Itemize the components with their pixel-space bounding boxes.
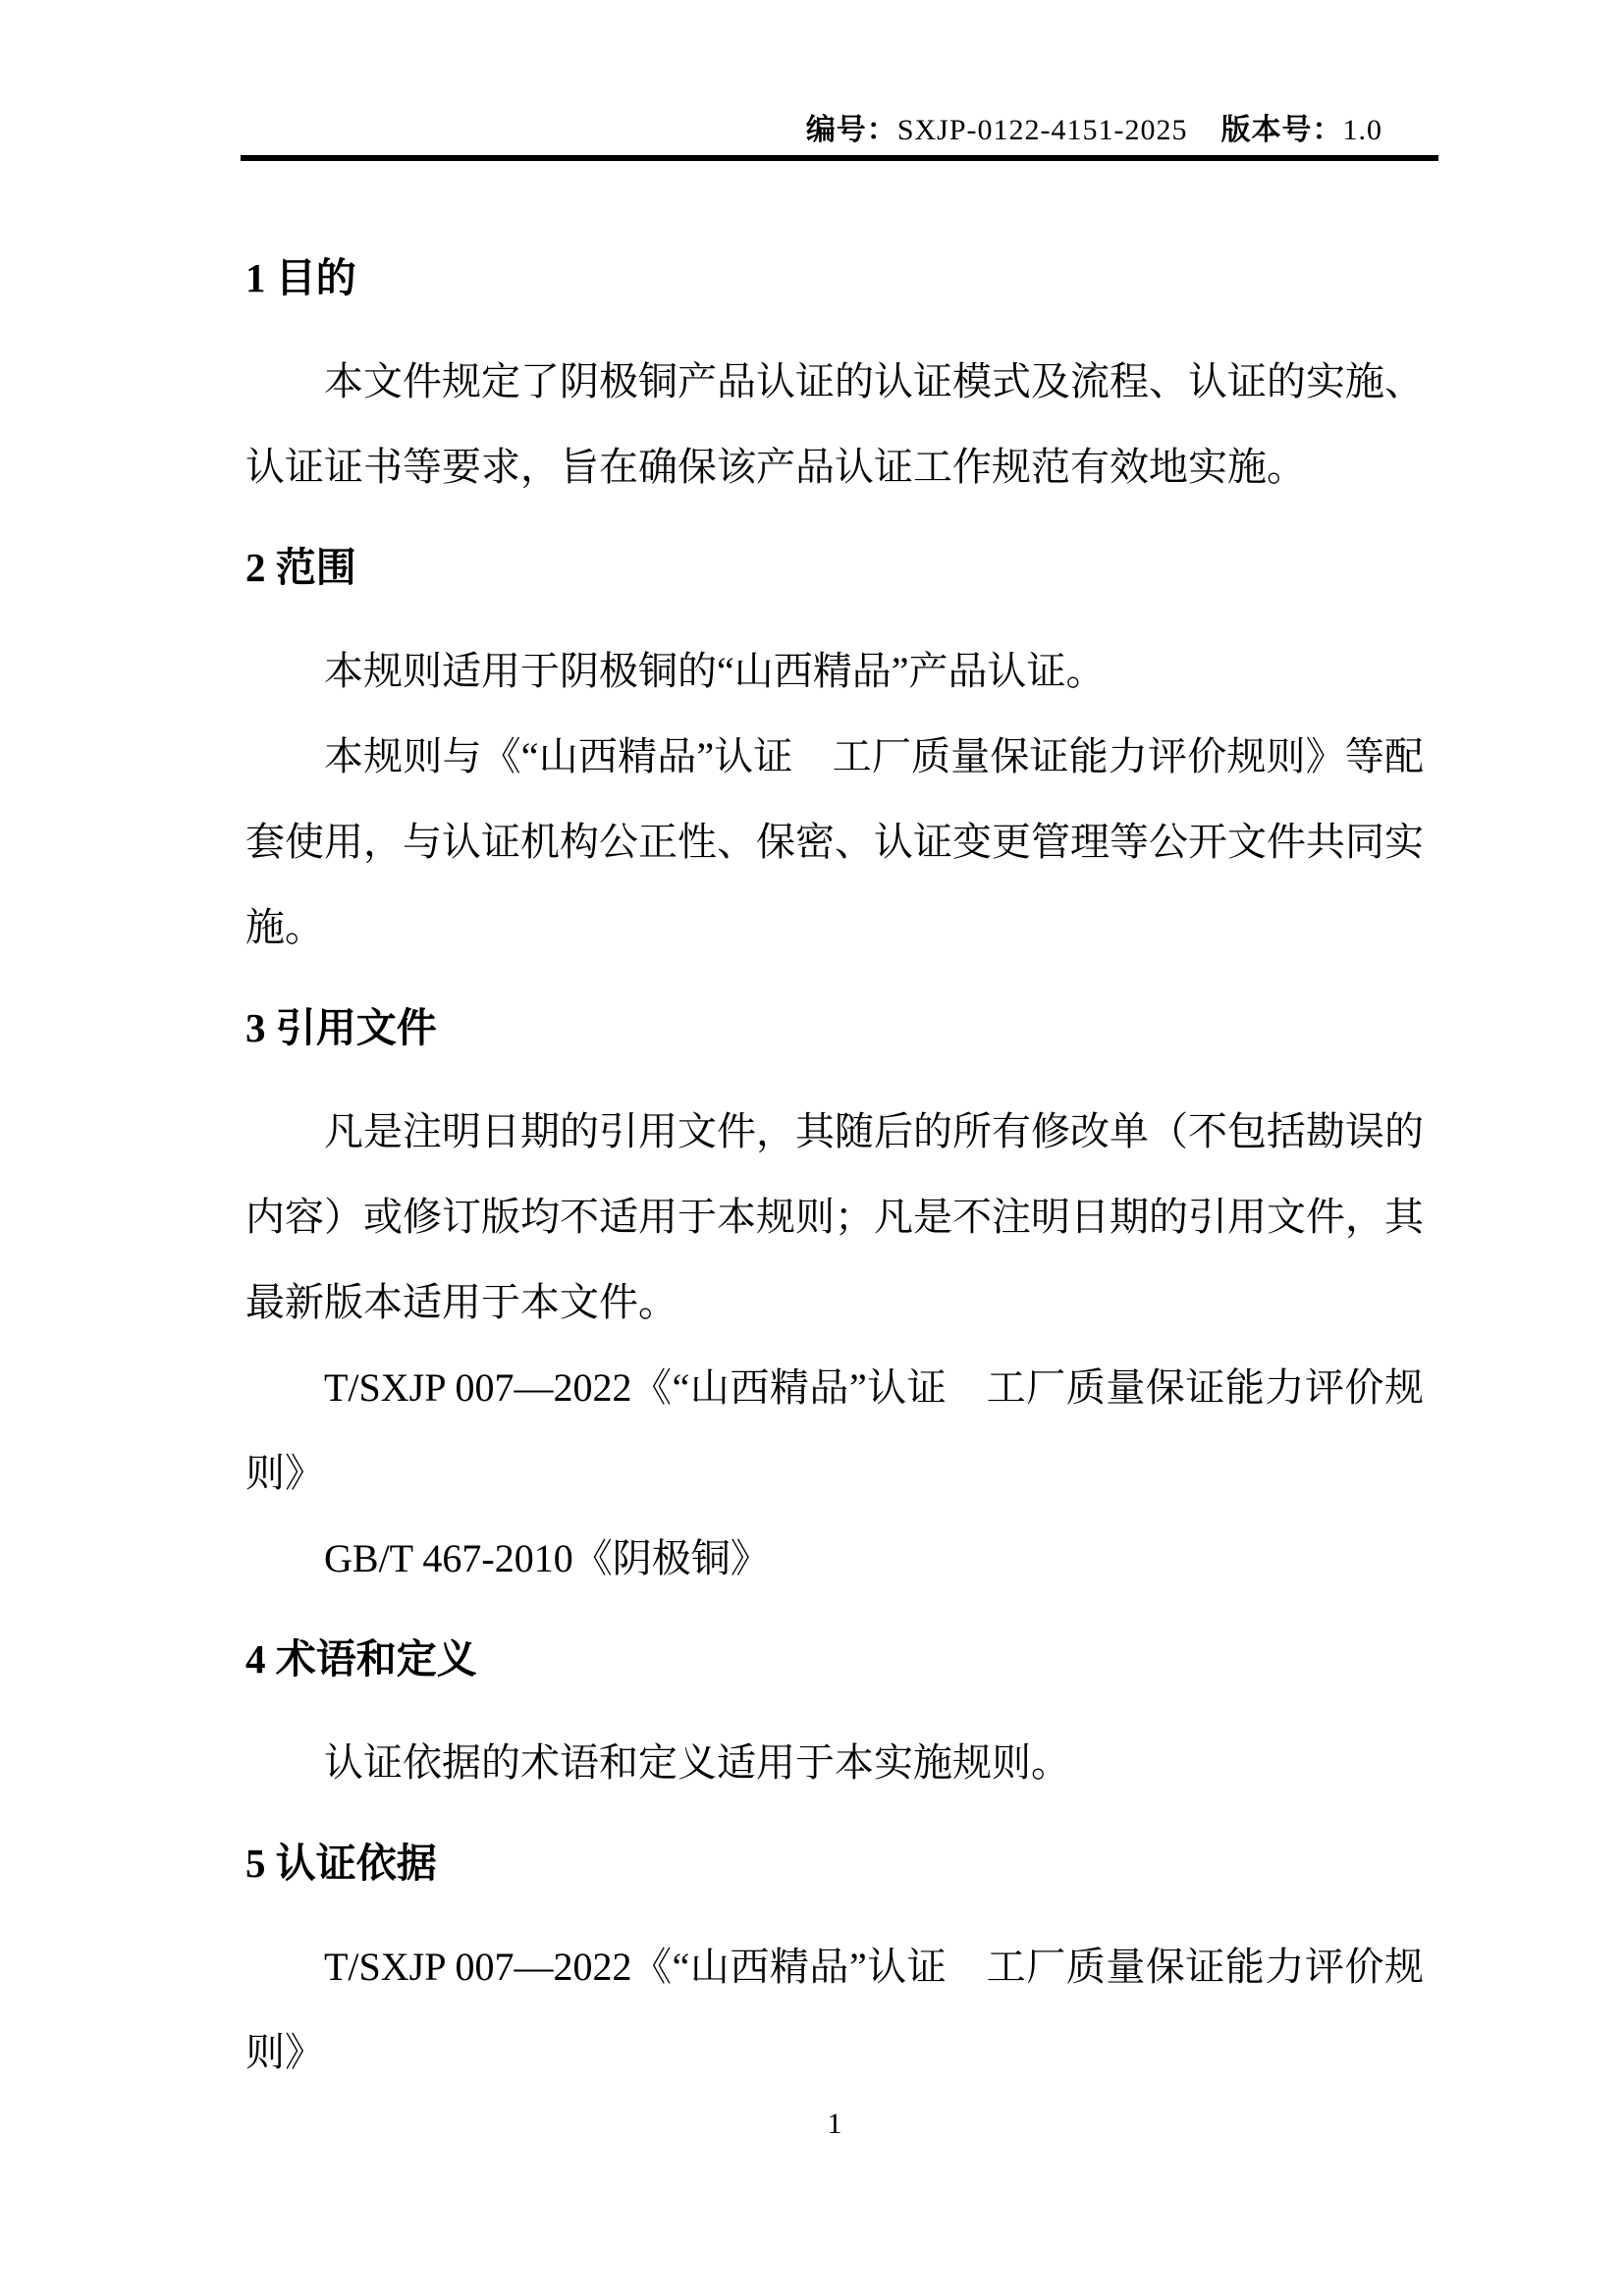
section-scope [245, 525, 1424, 970]
paragraph: 本规则与《“山西精品”认证 工厂质量保证能力评价规则》等配套使用，与认证机构公正性、保密、认证变更管理等公开文件共同实施。 [245, 734, 1424, 949]
section-heading: 1 目的 [245, 255, 356, 300]
document-body [245, 236, 1424, 2095]
paragraph: 认证依据的术语和定义适用于本实施规则。 [324, 1740, 1070, 1785]
document-header [241, 0, 1438, 161]
version-value: 1.0 [1342, 114, 1382, 146]
paragraph: 本规则适用于阴极铜的“山西精品”产品认证。 [324, 649, 1106, 693]
paragraph: T/SXJP 007—2022《“山西精品”认证 工厂质量保证能力评价规则》 [245, 1365, 1424, 1495]
paragraph: GB/T 467-2010《阴极铜》 [324, 1536, 770, 1580]
header-rule [241, 155, 1438, 161]
header-meta [241, 110, 1438, 151]
version-label: 版本号： [1220, 114, 1343, 146]
document-footer [245, 2105, 1424, 2144]
page-number: 1 [827, 2108, 842, 2140]
doc-number-label: 编号： [805, 114, 897, 146]
paragraph: 凡是注明日期的引用文件，其随后的所有修改单（不包括勘误的内容）或修订版均不适用于本规则；凡是不注明日期的引用文件，其最新版本适用于本文件。 [245, 1109, 1424, 1324]
section-heading: 4 术语和定义 [245, 1636, 477, 1682]
section-heading: 2 范围 [245, 545, 356, 590]
section-basis [245, 1821, 1424, 2095]
section-terms [245, 1617, 1424, 1805]
paragraph: T/SXJP 007—2022《“山西精品”认证 工厂质量保证能力评价规则》 [245, 1945, 1424, 2074]
doc-number-value: SXJP-0122-4151-2025 [896, 114, 1188, 146]
section-heading: 5 认证依据 [245, 1841, 437, 1886]
section-heading: 3 引用文件 [245, 1005, 437, 1050]
section-purpose [245, 236, 1424, 509]
paragraph: 本文件规定了阴极铜产品认证的认证模式及流程、认证的实施、认证证书等要求，旨在确保该产品认证工作规范有效地实施。 [245, 359, 1424, 489]
section-references [245, 986, 1424, 1601]
